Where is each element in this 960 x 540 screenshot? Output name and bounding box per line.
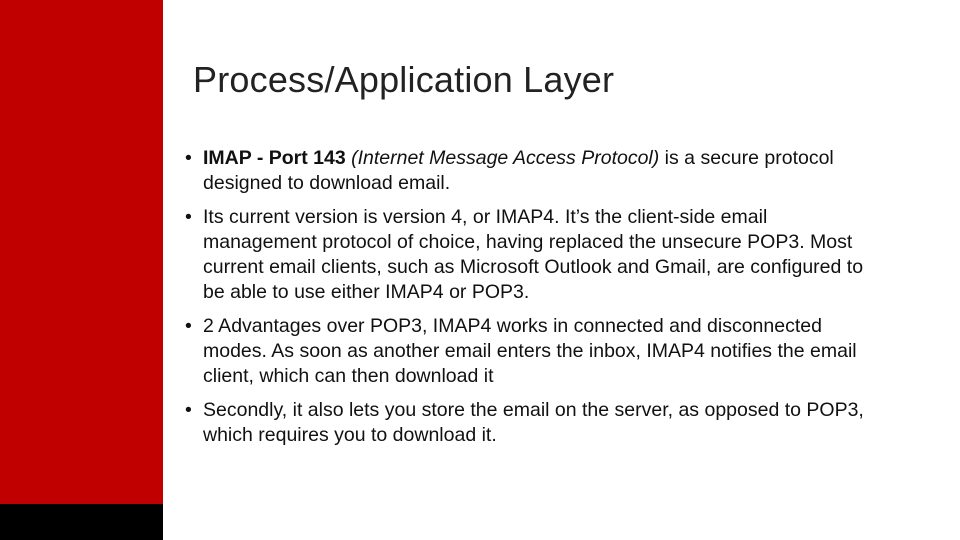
slide-title: Process/Application Layer bbox=[193, 59, 615, 100]
bullet-3-text: 2 Advantages over POP3, IMAP4 works in connected and disconnected modes. As soon as another email enters the inbox, IMAP4 notifies the email client, which can then download it bbox=[203, 315, 857, 387]
bullet-item-secondly bbox=[185, 398, 885, 448]
bullet-dot-icon: • bbox=[185, 206, 192, 228]
bullet-1-italic-text: (Internet Message Access Protocol) bbox=[345, 147, 660, 169]
black-footer-block bbox=[0, 504, 163, 540]
bullet-dot-icon: • bbox=[185, 399, 192, 421]
bullet-1-bold-text: IMAP - Port 143 bbox=[203, 147, 346, 169]
bullet-dot-icon: • bbox=[185, 147, 192, 169]
bullet-item-imap bbox=[185, 146, 885, 196]
bullet-4-text: Secondly, it also lets you store the email on the server, as opposed to POP3, which requires you to download it. bbox=[203, 399, 864, 446]
red-side-bar bbox=[0, 0, 163, 504]
bullet-1-text: is a secure protocol designed to download email. bbox=[203, 147, 834, 194]
bullet-item-advantages bbox=[185, 314, 885, 389]
bullet-dot-icon: • bbox=[185, 315, 192, 337]
bullet-list bbox=[185, 146, 885, 457]
bullet-item-version bbox=[185, 205, 885, 305]
bullet-2-text: Its current version is version 4, or IMAP4. It’s the client-side email management protocol of choice, having replaced the unsecure POP3. Most current email clients, such as Microsoft Outlook and Gmail, are configured to be able to use either IMAP4 or POP3. bbox=[203, 206, 864, 303]
